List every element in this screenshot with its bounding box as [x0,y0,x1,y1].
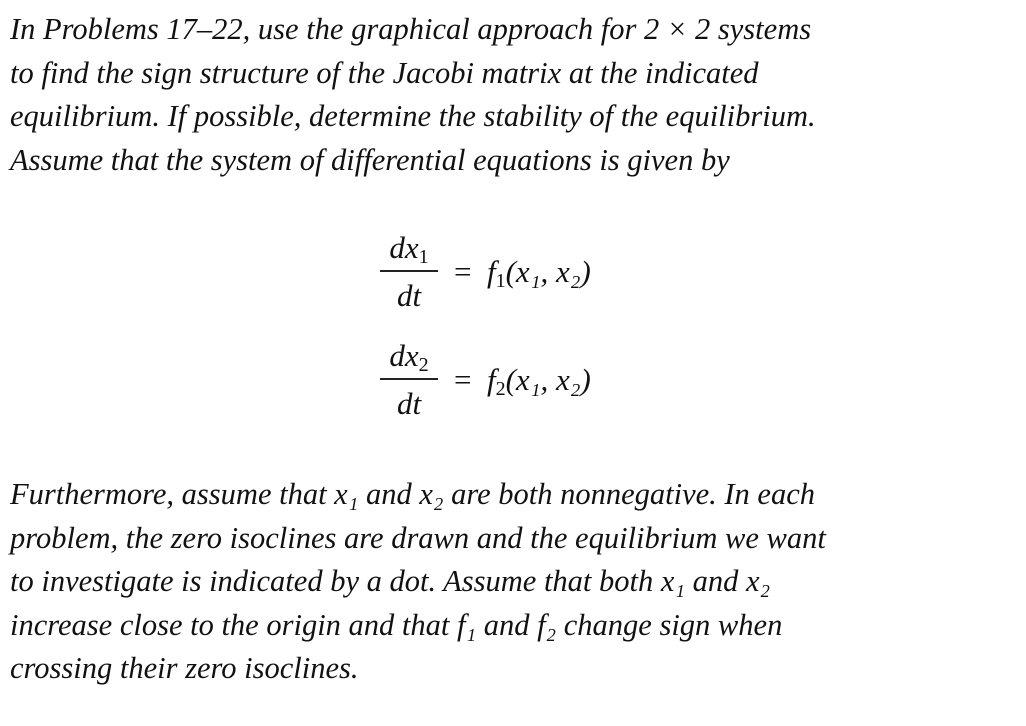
equation-1 [380,228,700,314]
intro-line: to find the sign structure of the Jacobi matrix at the indicated [10,55,759,90]
equation-rhs: = $f_2(x_1$, x₂) [454,362,591,400]
fraction-bar [380,270,438,272]
outro-line: Furthermore, assume that x₁ and x₂ are both nonnegative. In each [10,477,816,511]
intro-paragraph [10,8,1014,182]
intro-line: equilibrium. If possible, determine the stability of the equilibrium. [10,99,816,134]
equation-2 [380,336,700,422]
outro-line: increase close to the origin and that f₁ and f₂ change sign when [10,607,783,642]
outro-line: problem, the zero isoclines are drawn and the equilibrium we want [10,520,826,555]
outro-line: crossing their zero isoclines. [10,651,359,686]
derivative-fraction: $dx_1$ dt [380,228,438,316]
outro-line: to investigate is indicated by a dot. Assume that both x₁ and x₂ [10,564,771,599]
fraction-bar [380,378,438,380]
intro-line: In Problems 17–22, use the graphical approach for 2 × 2 systems [10,12,812,46]
outro-paragraph [10,473,1014,691]
equation-rhs: = $f_1(x_1$, x₂) [454,254,591,292]
derivative-fraction: $dx_2$ dt [380,336,438,424]
intro-line: Assume that the system of differential equations is given by [10,142,730,177]
